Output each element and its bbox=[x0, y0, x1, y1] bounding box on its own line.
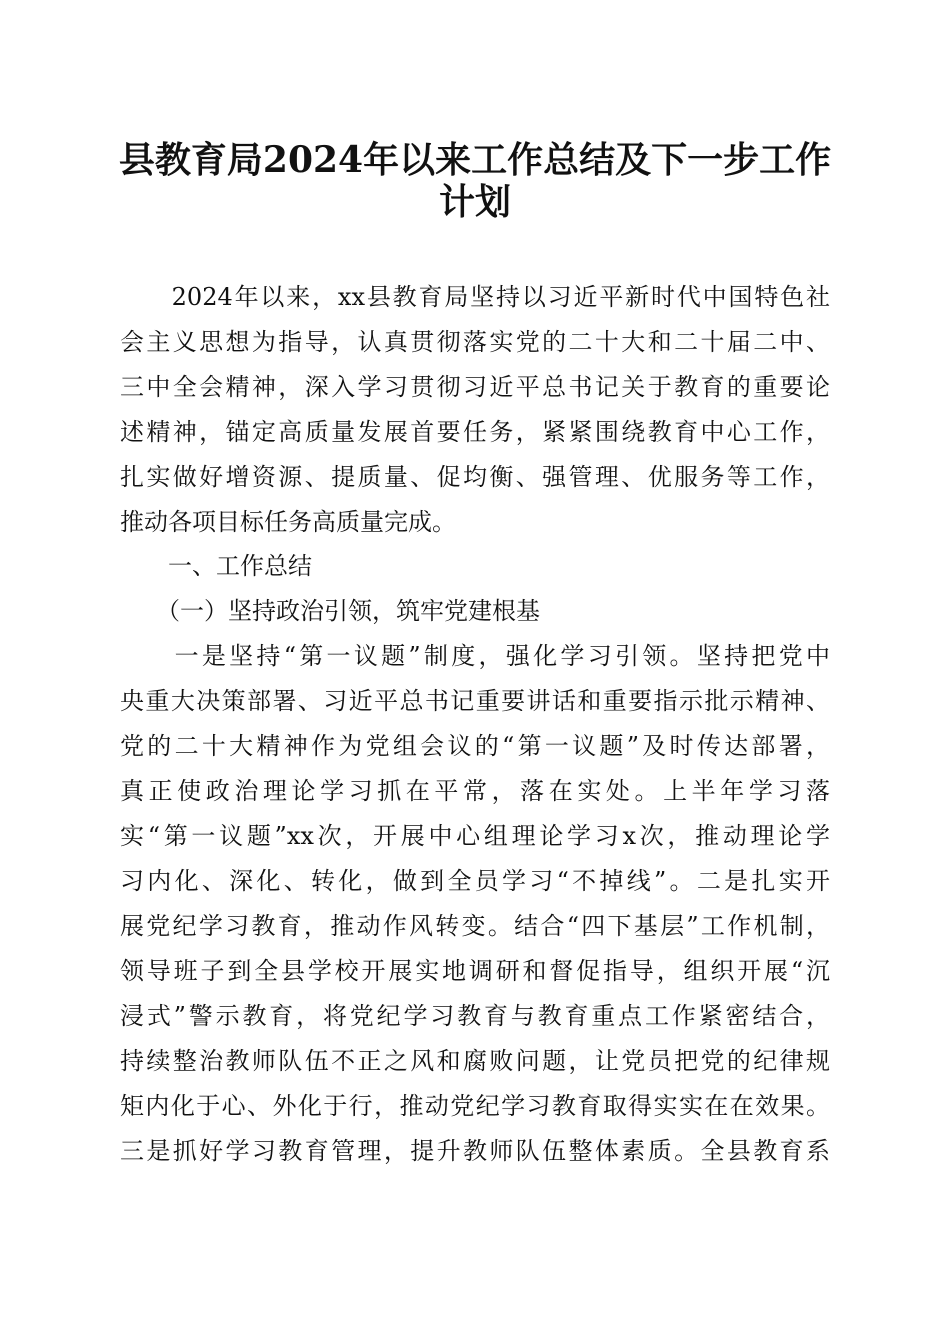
body-line: 一是坚持“第一议题”制度，强化学习引领。坚持把党中 bbox=[120, 642, 830, 670]
body-line: 矩内化于心、外化于行，推动党纪学习教育取得实实在在效果。 bbox=[120, 1092, 830, 1120]
body-line: 持续整治教师队伍不正之风和腐败问题，让党员把党的纪律规 bbox=[120, 1047, 830, 1075]
document-title-line-1: 县教育局2024年以来工作总结及下一步工作 bbox=[118, 139, 832, 181]
subsection-heading: （一）坚持政治引领，筑牢党建根基 bbox=[120, 597, 540, 625]
body-line: 央重大决策部署、习近平总书记重要讲话和重要指示批示精神、 bbox=[120, 687, 830, 715]
body-line: 三是抓好学习教育管理，提升教师队伍整体素质。全县教育系 bbox=[120, 1137, 830, 1165]
body-line: 实“第一议题”xx次，开展中心组理论学习x次，推动理论学 bbox=[120, 822, 830, 850]
document-title-line-2: 计划 bbox=[438, 181, 511, 223]
body-line: 真正使政治理论学习抓在平常，落在实处。上半年学习落 bbox=[120, 777, 830, 805]
section-heading: 一、工作总结 bbox=[120, 552, 312, 580]
body-line: 领导班子到全县学校开展实地调研和督促指导，组织开展“沉 bbox=[120, 957, 830, 985]
body-line: 三中全会精神，深入学习贯彻习近平总书记关于教育的重要论 bbox=[120, 373, 830, 401]
body-line: 习内化、深化、转化，做到全员学习“不掉线”。二是扎实开 bbox=[120, 867, 830, 895]
body-line: 展党纪学习教育，推动作风转变。结合“四下基层”工作机制， bbox=[120, 912, 830, 940]
body-line: 推动各项目标任务高质量完成。 bbox=[120, 508, 456, 536]
body-line: 党的二十大精神作为党组会议的“第一议题”及时传达部署， bbox=[120, 732, 830, 760]
body-line: 会主义思想为指导，认真贯彻落实党的二十大和二十届二中、 bbox=[120, 328, 830, 356]
body-line: 浸式”警示教育，将党纪学习教育与教育重点工作紧密结合， bbox=[120, 1002, 830, 1030]
body-line: 2024年以来，xx县教育局坚持以习近平新时代中国特色社 bbox=[120, 283, 830, 311]
body-line: 述精神，锚定高质量发展首要任务，紧紧围绕教育中心工作， bbox=[120, 418, 830, 446]
body-line: 扎实做好增资源、提质量、促均衡、强管理、优服务等工作， bbox=[120, 463, 830, 491]
